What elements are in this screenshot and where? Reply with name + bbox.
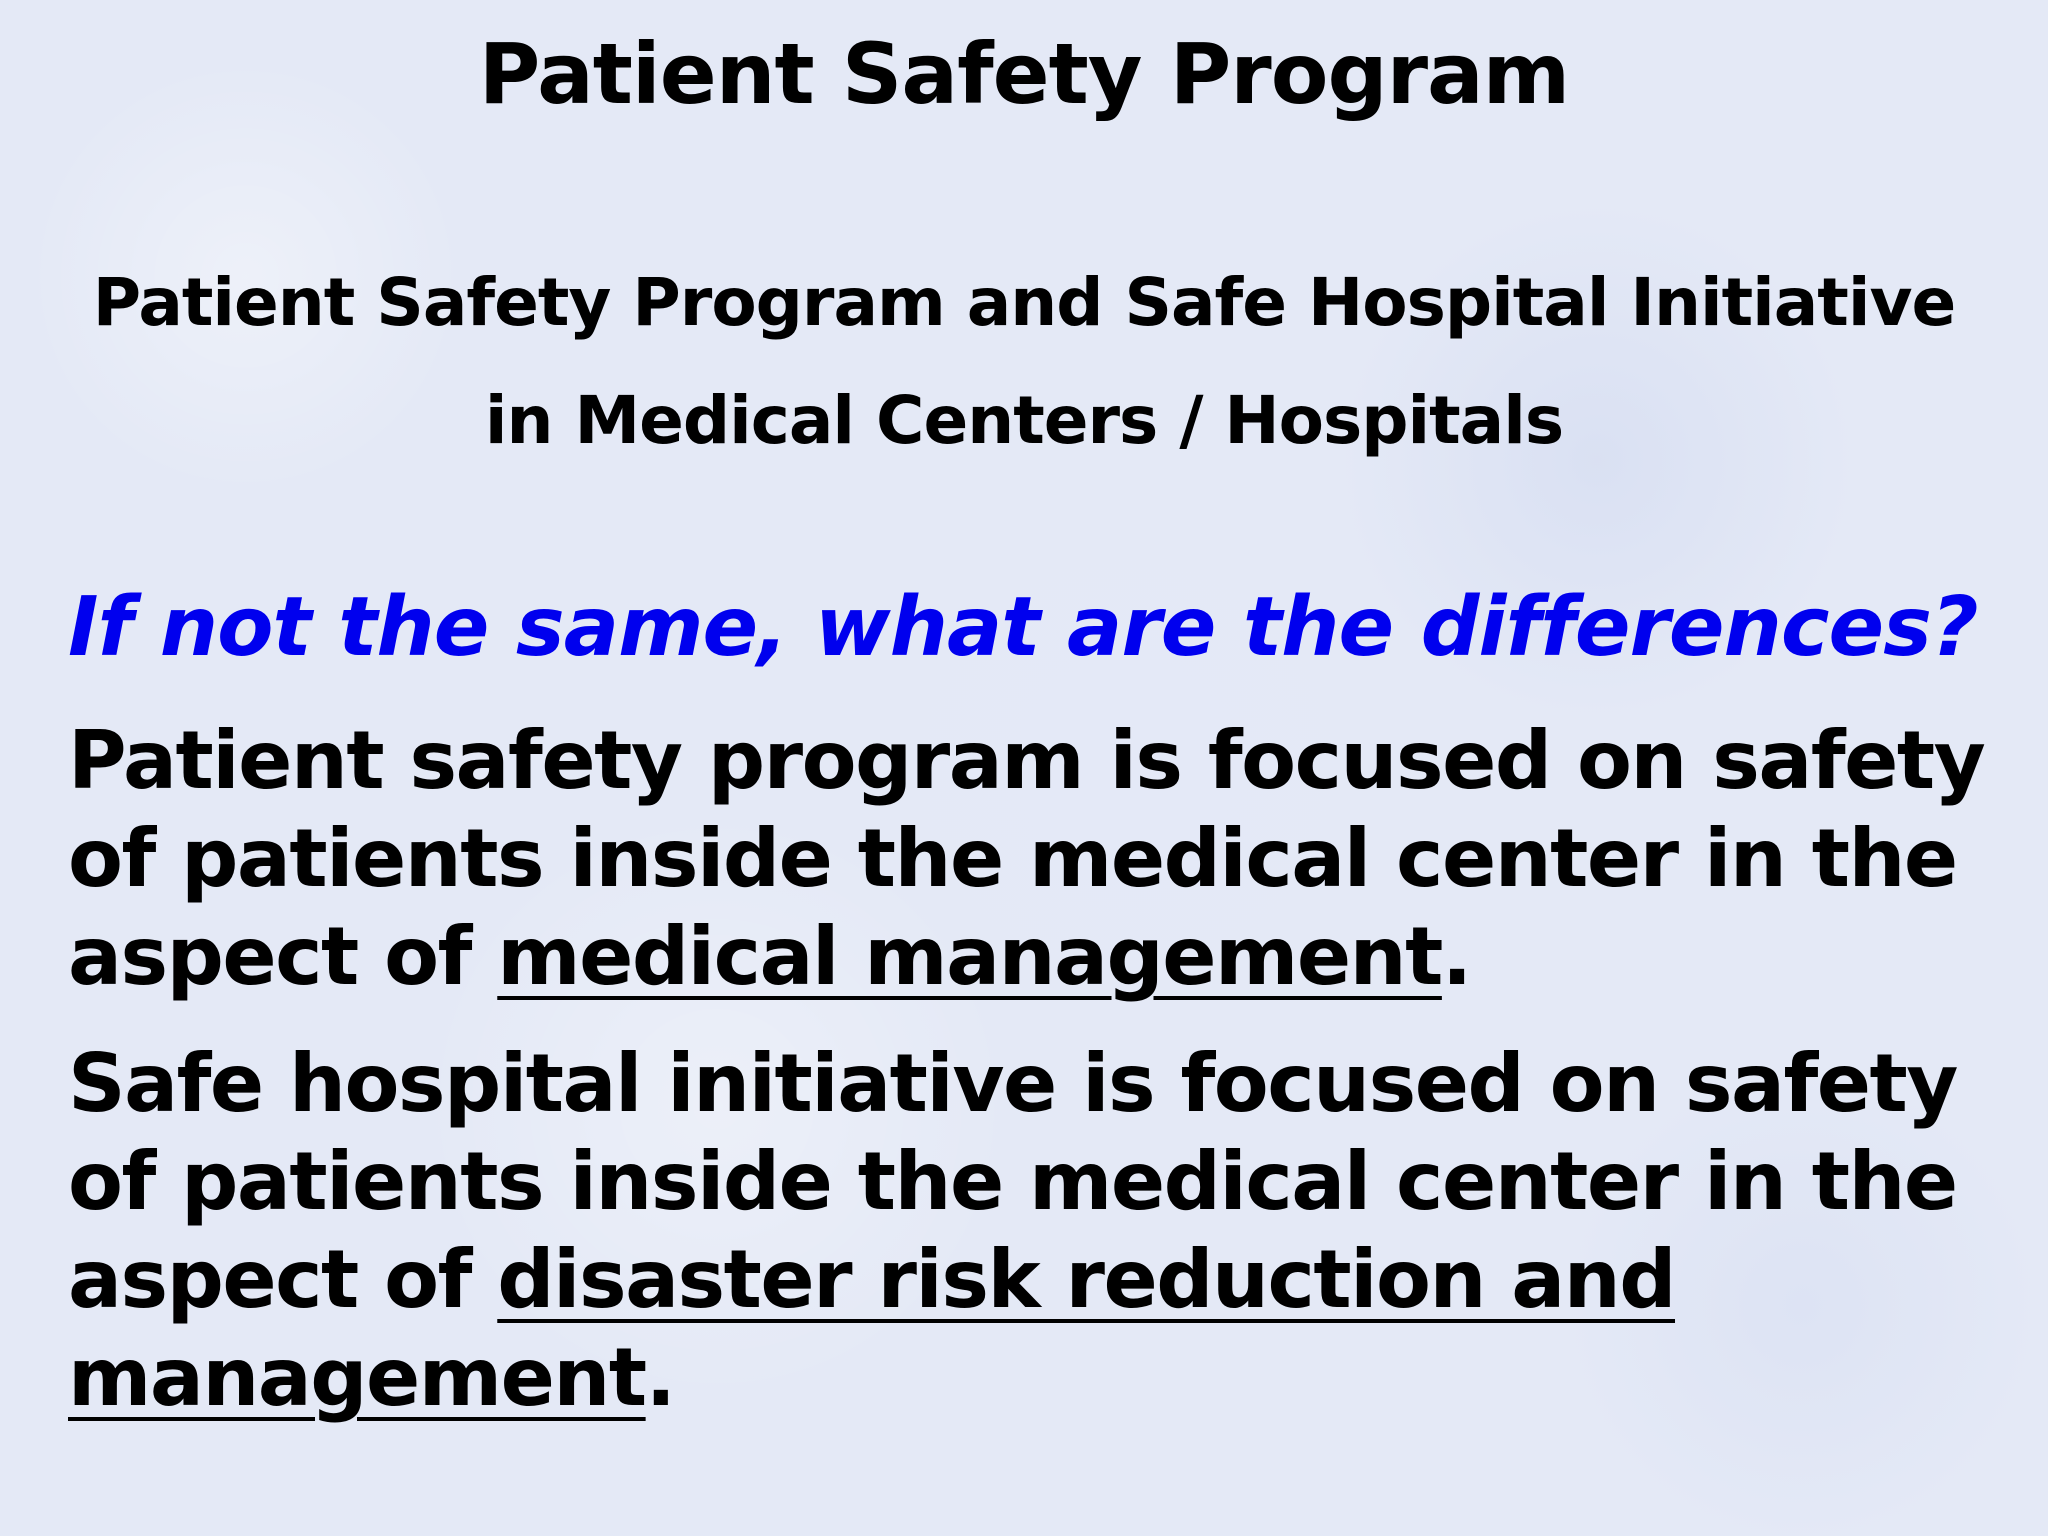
subtitle-line-2: in Medical Centers / Hospitals	[484, 382, 1564, 459]
question-text: If not the same, what are the differences?	[68, 580, 1978, 675]
disaster-risk-underlined: disaster risk reduction and management	[68, 1233, 1676, 1424]
subtitle-line-1: Patient Safety Program and Safe Hospital Initiative	[92, 264, 1956, 341]
patient-safety-paragraph	[68, 712, 2008, 1006]
safe-hospital-paragraph-end: .	[645, 1331, 675, 1424]
safe-hospital-paragraph-text: Safe hospital initiative is focused on safety of patients inside the medical center in the aspect of	[68, 1037, 1957, 1326]
safe-hospital-paragraph	[68, 1035, 2008, 1427]
slide-title: Patient Safety Program	[478, 25, 1570, 123]
patient-safety-paragraph-end: .	[1441, 910, 1471, 1003]
patient-safety-paragraph-text: Patient safety program is focused on safety of patients inside the medical center in the aspect of	[68, 714, 1985, 1003]
slide-subtitle	[0, 244, 2048, 480]
medical-management-underlined: medical management	[497, 910, 1442, 1003]
